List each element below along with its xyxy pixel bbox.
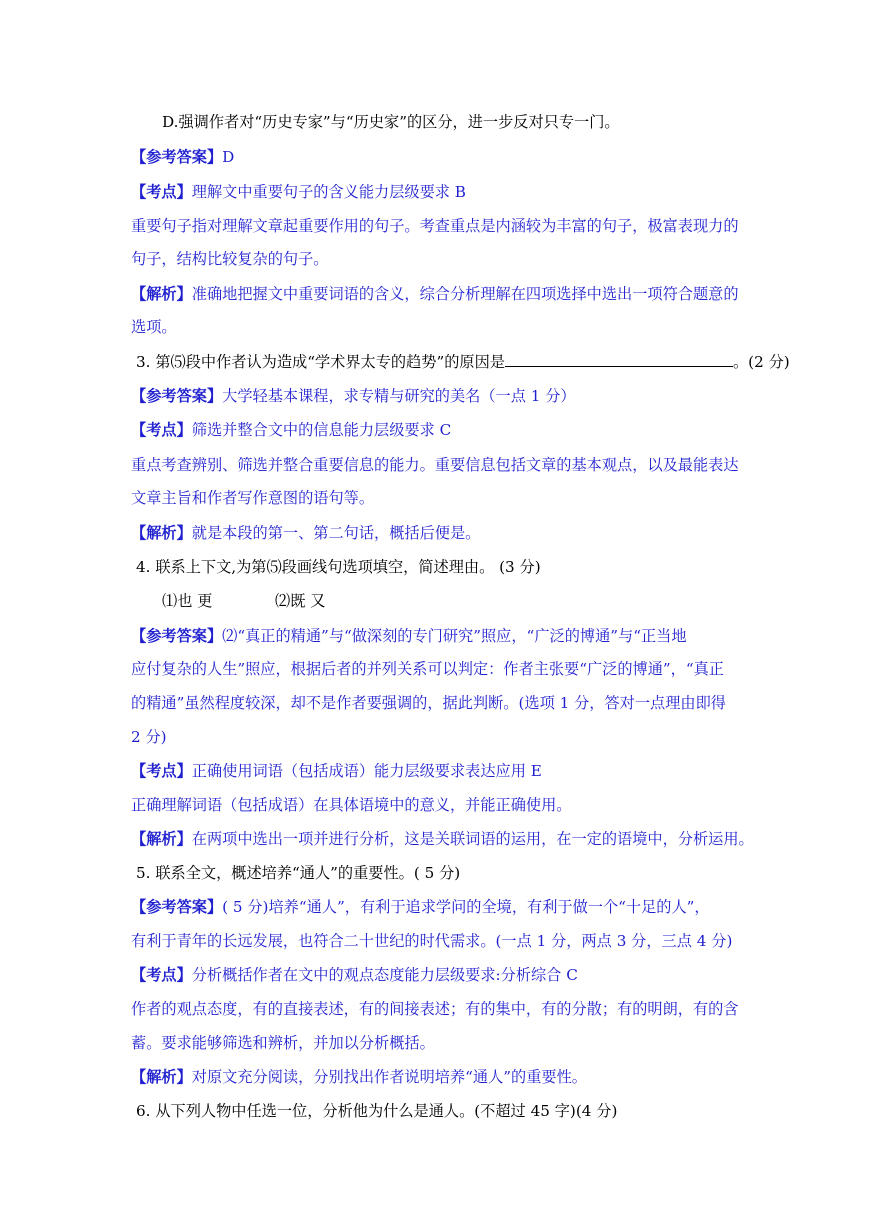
answer-text: D bbox=[222, 148, 235, 166]
analysis-text: 在两项中选出一项并进行分析，这是关联词语的运用，在一定的语境中，分析运用。 bbox=[191, 830, 754, 848]
answer-text: 大学轻基本课程，求专精与研究的美名（一点 1 分） bbox=[222, 387, 576, 405]
answer-text: ( 5 分)培养“通人”，有利于追求学问的全境，有利于做一个“十足的人”， bbox=[222, 898, 710, 916]
analysis-detail: 选项。 bbox=[131, 318, 177, 336]
analysis-line bbox=[131, 284, 739, 304]
analysis-text: 就是本段的第一、第二句话，概括后便是。 bbox=[191, 524, 481, 542]
analysis-line bbox=[131, 523, 480, 543]
analysis-line bbox=[131, 829, 754, 849]
point-text: 筛选并整合文中的信息能力层级要求 C bbox=[191, 421, 452, 439]
question-4: 4. 联系上下文,为第⑸段画线句选项填空，简述理由。 (3 分) bbox=[136, 558, 541, 576]
question-3 bbox=[136, 352, 790, 372]
answer-tag: 【参考答案】 bbox=[131, 148, 223, 166]
point-detail: 正确理解词语（包括成语）在具体语境中的意义，并能正确使用。 bbox=[131, 796, 572, 814]
point-text: 正确使用词语（包括成语）能力层级要求表达应用 E bbox=[191, 762, 542, 780]
answer-line bbox=[131, 386, 576, 406]
point-line bbox=[131, 965, 578, 985]
choice-2: ⑵既 又 bbox=[275, 592, 326, 610]
point-text: 理解文中重要句子的含义能力层级要求 B bbox=[191, 183, 466, 201]
analysis-tag: 【解析】 bbox=[131, 830, 192, 848]
analysis-text: 对原文充分阅读，分别找出作者说明培养“通人”的重要性。 bbox=[191, 1068, 587, 1086]
answer-line bbox=[131, 897, 710, 917]
point-detail: 作者的观点态度，有的直接表述，有的间接表述；有的集中，有的分散；有的明朗，有的含 bbox=[131, 1000, 739, 1018]
point-tag: 【考点】 bbox=[131, 183, 192, 201]
answer-line bbox=[131, 626, 687, 646]
answer-tag: 【参考答案】 bbox=[131, 387, 223, 405]
point-text: 分析概括作者在文中的观点态度能力层级要求:分析综合 C bbox=[191, 966, 578, 984]
answer-detail: 2 分) bbox=[131, 728, 167, 746]
choice-1: ⑴也 更 bbox=[162, 592, 213, 610]
answer-detail: 有利于青年的长远发展，也符合二十世纪的时代需求。(一点 1 分，两点 3 分，三点 4 分) bbox=[131, 932, 733, 950]
point-detail: 蓄。要求能够筛选和辨析，并加以分析概括。 bbox=[131, 1034, 435, 1052]
answer-tag: 【参考答案】 bbox=[131, 898, 223, 916]
point-detail: 重点考查辨别、筛选并整合重要信息的能力。重要信息包括文章的基本观点，以及最能表达 bbox=[131, 456, 739, 474]
answer-detail: 应付复杂的人生”照应，根据后者的并列关系可以判定：作者主张要“广泛的博通”，“真正 bbox=[131, 660, 724, 678]
point-tag: 【考点】 bbox=[131, 421, 192, 439]
point-detail: 重要句子指对理解文章起重要作用的句子。考查重点是内涵较为丰富的句子，极富表现力的 bbox=[131, 217, 739, 235]
point-tag: 【考点】 bbox=[131, 966, 192, 984]
point-detail: 句子，结构比较复杂的句子。 bbox=[131, 250, 329, 268]
point-line bbox=[131, 182, 466, 202]
question-5: 5. 联系全文，概述培养“通人”的重要性。( 5 分) bbox=[136, 864, 461, 882]
point-line bbox=[131, 761, 542, 781]
answer-tag: 【参考答案】 bbox=[131, 627, 223, 645]
analysis-tag: 【解析】 bbox=[131, 524, 192, 542]
question-3-score: 。(2 分) bbox=[732, 353, 790, 371]
answer-detail: 的精通”虽然程度较深，却不是作者要强调的，据此判断。(选项 1 分，答对一点理由即得 bbox=[131, 694, 726, 712]
analysis-tag: 【解析】 bbox=[131, 1068, 192, 1086]
point-line bbox=[131, 420, 451, 440]
answer-line bbox=[131, 147, 234, 167]
point-detail: 文章主旨和作者写作意图的语句等。 bbox=[131, 489, 374, 507]
analysis-text: 准确地把握文中重要词语的含义，综合分析理解在四项选择中选出一项符合题意的 bbox=[191, 285, 739, 303]
analysis-tag: 【解析】 bbox=[131, 285, 192, 303]
answer-text: ⑵“真正的精通”与“做深刻的专门研究”照应，“广泛的博通”与“正当地 bbox=[222, 627, 687, 645]
blank-underline bbox=[505, 352, 733, 367]
point-tag: 【考点】 bbox=[131, 762, 192, 780]
question-6: 6. 从下列人物中任选一位，分析他为什么是通人。(不超过 45 字)(4 分) bbox=[136, 1102, 618, 1120]
question-3-text: 3. 第⑸段中作者认为造成“学术界太专的趋势”的原因是 bbox=[136, 353, 505, 371]
option-d: D.强调作者对“历史专家”与“历史家”的区分，进一步反对只专一门。 bbox=[162, 113, 620, 131]
analysis-line bbox=[131, 1067, 587, 1087]
